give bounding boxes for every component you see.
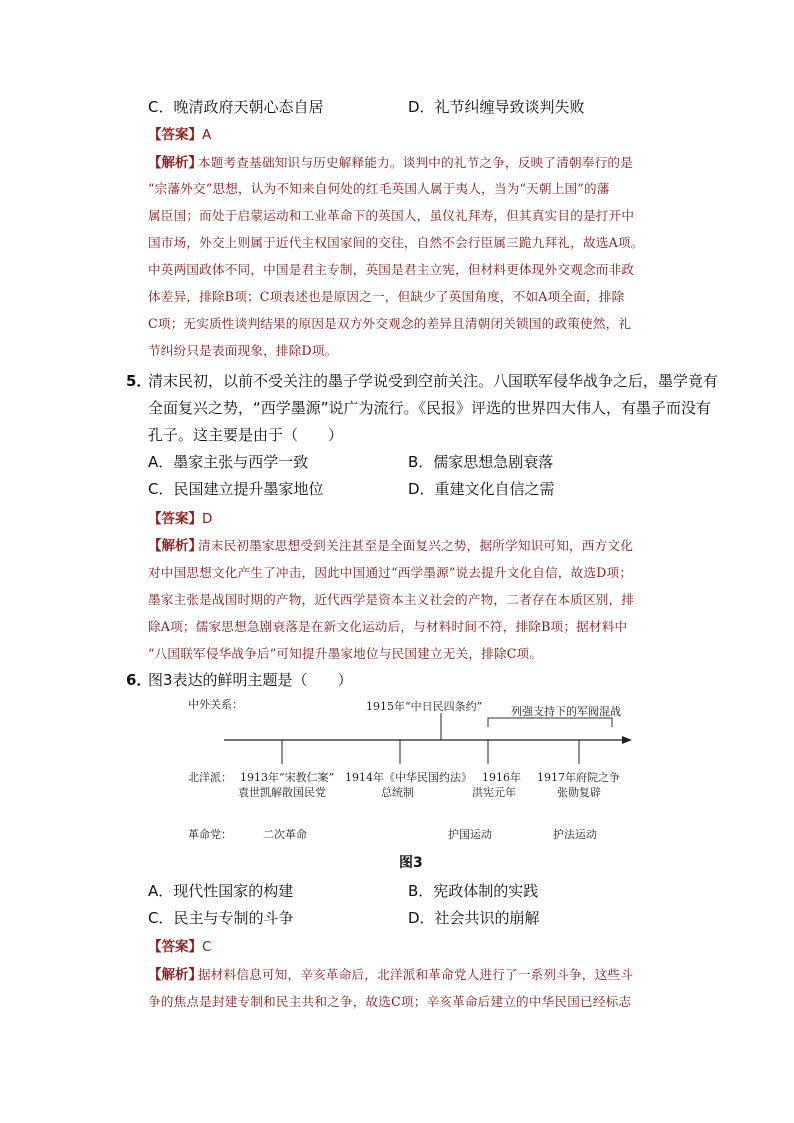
q6-explanation-label: 【解析】 xyxy=(148,967,202,983)
event-second-revolution: 二次革命 xyxy=(263,828,307,841)
answer-value: A xyxy=(202,127,212,143)
event-1914-line1: 1914年《中华民国约法》 xyxy=(345,771,472,784)
q6-option-c: C．民主与专制的斗争 xyxy=(148,909,294,927)
q6-exp-line: 据材料信息可知，辛亥革命后，北洋派和革命党人进行了一系列斗争，这些斗 xyxy=(198,967,633,982)
label-revolutionary-party: 革命党： xyxy=(188,828,232,841)
q4-exp-line: 体差异，排除B项；C项表述也是原因之一，但缺少了英国角度，不如A项全面，排除 xyxy=(148,289,625,304)
q6-option-a: A．现代性国家的构建 xyxy=(148,882,294,900)
event-constitution-protection: 护法运动 xyxy=(553,828,597,841)
event-1914-line2: 总统制 xyxy=(381,786,414,799)
q4-exp-line: 国市场，外交上则属于近代主权国家间的交往，自然不会行臣属三跪九拜礼，故选A项。 xyxy=(148,235,644,250)
q5-exp-line: “八国联军侵华战争后”可知提升墨家地位与民国建立无关，排除C项。 xyxy=(148,646,543,661)
label-foreign-relations: 中外关系： xyxy=(188,698,243,711)
answer-label: 【答案】 xyxy=(148,939,202,955)
q4-option-d: D．礼节纠缠导致谈判失败 xyxy=(408,98,585,116)
q5-exp-line: 除A项；儒家思想急剧衰落是在新文化运动后，与材料时间不符，排除B项；据材料中 xyxy=(148,619,628,634)
answer-value: C xyxy=(202,939,212,955)
q5-exp-line: 对中国思想文化产生了冲击，因此中国通过“西学墨源”说去提升文化自信，故选D项； xyxy=(148,565,633,580)
q5-number: 5． xyxy=(126,372,152,390)
q6-exp-line: 争的焦点是封建专制和民主共和之争，故选C项；辛亥革命后建立的中华民国已经标志 xyxy=(148,994,632,1009)
q5-option-d: D．重建文化自信之需 xyxy=(408,480,555,498)
answer-label: 【答案】 xyxy=(148,127,202,143)
timeline-bracket xyxy=(488,718,612,727)
q5-exp-line: 清末民初墨家思想受到关注甚至是全面复兴之势，据所学知识可知，西方文化 xyxy=(198,538,633,553)
event-1916-line1: 1916年 xyxy=(482,771,521,784)
q5-option-b: B．儒家思想急剧衰落 xyxy=(408,453,554,471)
q5-explanation-label: 【解析】 xyxy=(148,538,202,554)
q4-explanation-label: 【解析】 xyxy=(148,155,202,171)
q5-stem-line: 孔子。这主要是由于（ ） xyxy=(148,426,344,444)
q6-stem: 图3表达的鲜明主题是（ ） xyxy=(148,671,353,689)
event-1917-line1: 1917年府院之争 xyxy=(537,771,620,784)
answer-value: D xyxy=(202,511,213,527)
event-1915-treaty: 1915年“中日民四条约” xyxy=(366,700,483,713)
event-1917-line2: 张勋复辟 xyxy=(557,786,601,799)
q4-exp-line: 节纠纷只是表面现象，排除D项。 xyxy=(148,343,338,358)
event-1916-line2: 洪宪元年 xyxy=(472,786,516,799)
label-beiyang: 北洋派： xyxy=(188,771,232,784)
q5-exp-line: 墨家主张是战国时期的产物，近代西学是资本主义社会的产物，二者存在本质区别，排 xyxy=(148,592,635,607)
q4-exp-line: “宗藩外交”思想，认为不知来自何处的红毛英国人属于夷人，当为“天朝上国”的藩 xyxy=(148,181,610,196)
event-national-protection: 护国运动 xyxy=(448,828,492,841)
event-1913-line1: 1913年“宋教仁案” xyxy=(240,771,335,784)
q4-exp-line: 中英两国政体不同，中国是君主专制，英国是君主立宪，但材料更体现外交观念而非政 xyxy=(148,262,635,277)
answer-label: 【答案】 xyxy=(148,511,202,527)
q5-option-c: C．民国建立提升墨家地位 xyxy=(148,480,324,498)
q4-exp-line: 属臣国；而处于启蒙运动和工业革命下的英国人，虽仪礼拜寿，但其真实目的是打开中 xyxy=(148,208,635,223)
timeline-arrow xyxy=(622,736,632,744)
q6-number: 6． xyxy=(126,671,152,689)
event-1913-line2: 袁世凯解散国民党 xyxy=(238,786,326,799)
q4-option-c: C．晚清政府天朝心态自居 xyxy=(148,98,324,116)
figure-caption: 图3 xyxy=(399,855,423,871)
q5-stem-line: 清末民初，以前不受关注的墨子学说受到空前关注。八国联军侵华战争之后，墨学竟有 xyxy=(148,372,719,390)
q5-stem-line: 全面复兴之势，“西学墨源”说广为流行。《民报》评选的世界四大伟人，有墨子而没有 xyxy=(148,399,712,417)
q4-exp-line: C项；无实质性谈判结果的原因是双方外交观念的差异且清朝闭关锁国的政策使然，礼 xyxy=(148,316,632,331)
q6-option-b: B．宪政体制的实践 xyxy=(408,882,539,900)
q5-option-a: A．墨家主张与西学一致 xyxy=(148,453,309,471)
q4-exp-line: 本题考查基础知识与历史解释能力。谈判中的礼节之争，反映了清朝奉行的是 xyxy=(198,155,633,170)
q6-option-d: D．社会共识的崩解 xyxy=(408,909,540,927)
bracket-label-warlords: 列强支持下的军阀混战 xyxy=(511,705,621,718)
q6-answer xyxy=(148,935,211,955)
